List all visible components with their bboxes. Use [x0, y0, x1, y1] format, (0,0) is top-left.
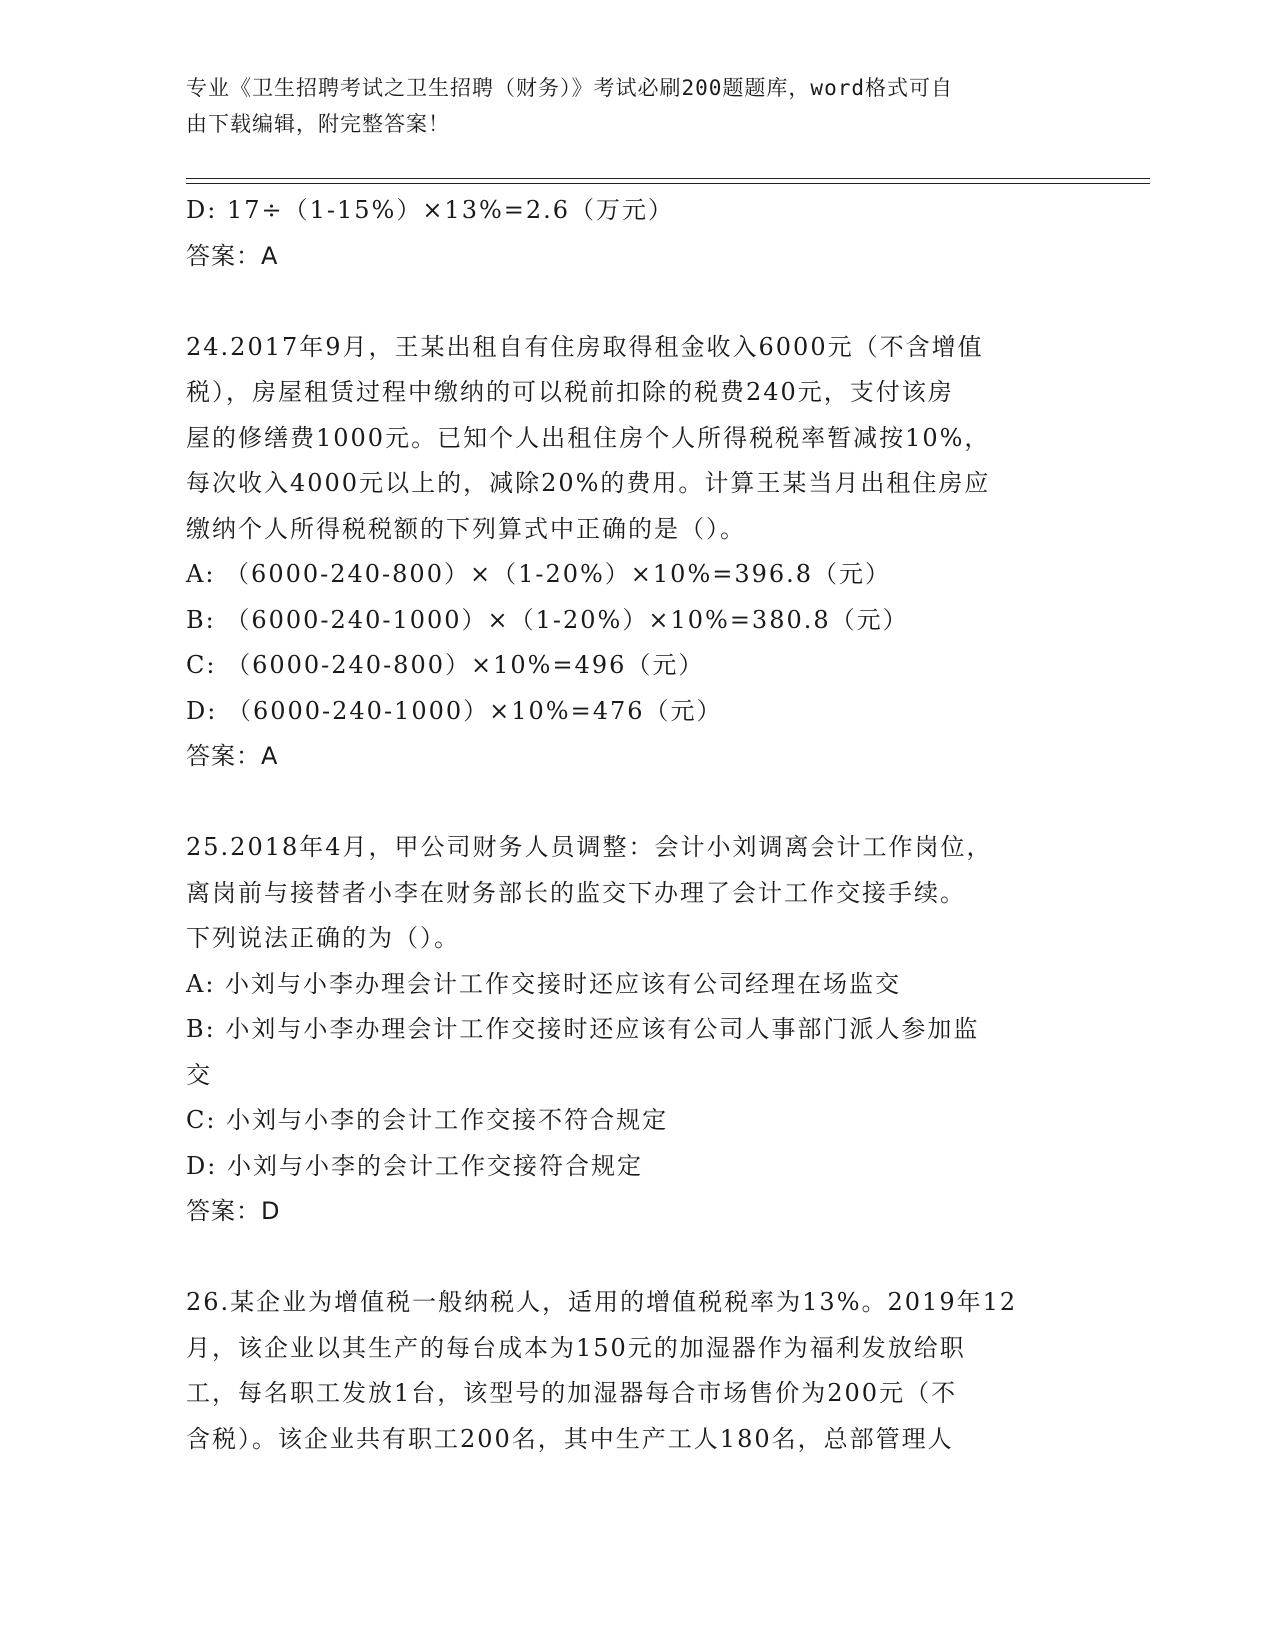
- question-stem-line: 工，每名职工发放1台，该型号的加湿器每合市场售价为200元（不: [186, 1379, 958, 1407]
- question-stem-line: 含税）。该企业共有职工200名，其中生产工人180名，总部管理人: [186, 1424, 954, 1453]
- option-d: D: 小刘与小李的会计工作交接符合规定: [186, 1151, 643, 1180]
- option-c: C: （6000-240-800）×10%=496（元）: [186, 651, 705, 679]
- option-a: A: 小刘与小李办理会计工作交接时还应该有公司经理在场监交: [186, 969, 902, 998]
- question-26: [186, 1280, 1076, 1462]
- question-stem-line: 25.2018年4月，甲公司财务人员调整：会计小刘调离会计工作岗位，: [186, 833, 993, 861]
- question-24: [186, 325, 1076, 780]
- answer: 答案：A: [186, 241, 279, 270]
- header-line-1: 专业《卫生招聘考试之卫生招聘（财务）》考试必刷200题题库，word格式可自: [186, 76, 953, 100]
- spacer: [186, 279, 1076, 325]
- question-stem-line: 屋的修缮费1000元。已知个人出租住房个人所得税税率暂减按10%，: [186, 423, 991, 452]
- header-rule-bottom: [186, 183, 1150, 184]
- question-stem-line: 26.某企业为增值税一般纳税人，适用的增值税税率为13%。2019年12: [186, 1288, 1018, 1316]
- option-c: C: 小刘与小李的会计工作交接不符合规定: [186, 1106, 669, 1134]
- question-stem-line: 下列说法正确的为（）。: [186, 924, 460, 952]
- option-a: A: （6000-240-800）×（1-20%）×10%=396.8（元）: [186, 560, 892, 588]
- header-line-2: 由下载编辑，附完整答案！: [186, 112, 450, 136]
- question-stem-line: 每次收入4000元以上的，减除20%的费用。计算王某当月出租住房应: [186, 469, 991, 497]
- option-b: B: （6000-240-1000）×（1-20%）×10%=380.8（元）: [186, 605, 909, 634]
- page-header: [186, 70, 1066, 142]
- question-stem-line: 离岗前与接替者小李在财务部长的监交下办理了会计工作交接手续。: [186, 878, 966, 907]
- question-stem-line: 24.2017年9月，王某出租自有住房取得租金收入6000元（不含增值: [186, 332, 984, 361]
- answer: 答案：D: [186, 1197, 281, 1225]
- spacer: [186, 780, 1076, 826]
- document-body: [186, 188, 1076, 1462]
- option-d: D: （6000-240-1000）×10%=476（元）: [186, 696, 723, 725]
- answer: 答案：A: [186, 742, 279, 770]
- option-b-continued: 交: [186, 1060, 212, 1089]
- header-rule-top: [186, 178, 1150, 179]
- option-d: D: 17÷（1-15%）×13%=2.6（万元）: [186, 196, 675, 224]
- question-23-tail: [186, 188, 1076, 279]
- question-stem-line: 缴纳个人所得税税额的下列算式中正确的是（）。: [186, 514, 746, 543]
- question-stem-line: 税），房屋租赁过程中缴纳的可以税前扣除的税费240元，支付该房: [186, 378, 954, 406]
- option-b: B: 小刘与小李办理会计工作交接时还应该有公司人事部门派人参加监: [186, 1015, 980, 1043]
- question-stem-line: 月，该企业以其生产的每台成本为150元的加湿器作为福利发放给职: [186, 1333, 966, 1362]
- spacer: [186, 1235, 1076, 1281]
- question-25: [186, 825, 1076, 1235]
